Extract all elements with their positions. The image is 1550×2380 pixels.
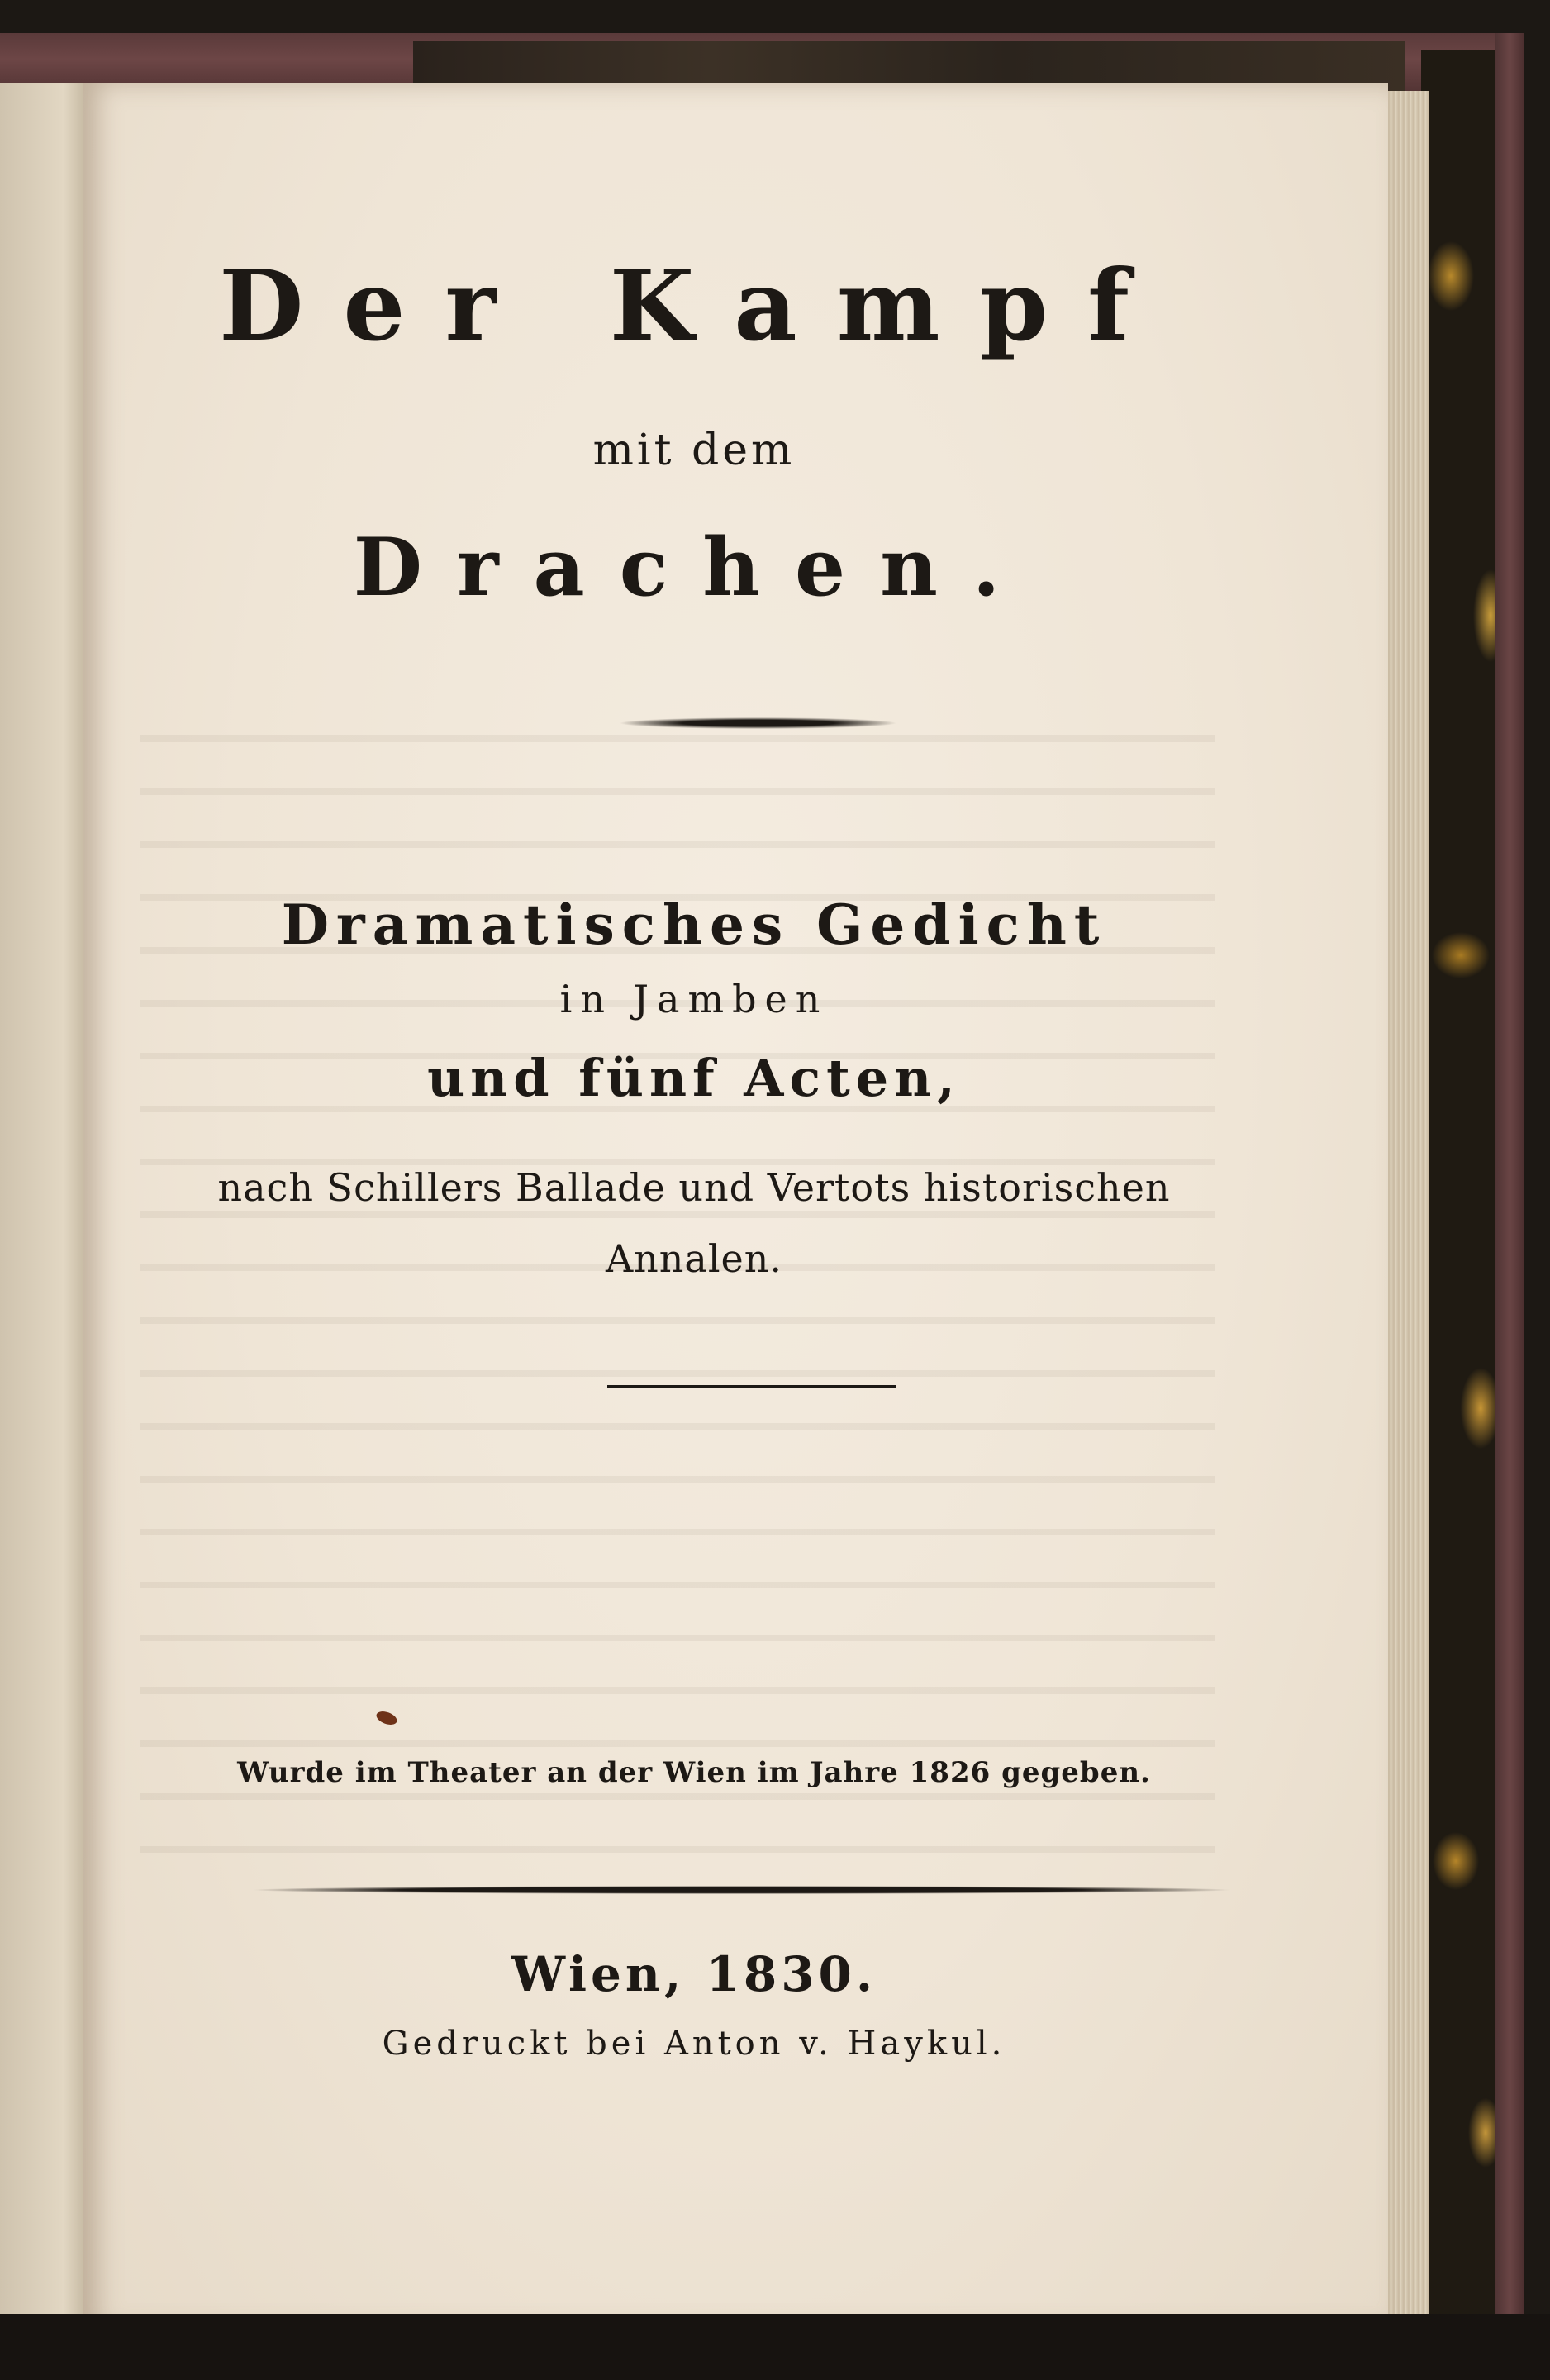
divider-rule: [607, 1385, 896, 1388]
performance-note: Wurde im Theater an der Wien im Jahre 1826 gegeben.: [237, 1756, 1151, 1789]
previous-page-edge: [0, 83, 91, 2314]
genre-line: Dramatisches Gedicht: [281, 892, 1107, 957]
title-second: Drachen.: [353, 521, 1035, 614]
background-shadow: [0, 2314, 1550, 2380]
imprint-rule: [252, 1886, 1231, 1894]
imprint-place-year: Wien, 1830.: [511, 1946, 877, 2002]
cover-edge: [1495, 33, 1524, 2330]
ornamental-rule: [620, 717, 896, 729]
source-line-end: Annalen.: [605, 1236, 783, 1281]
meter-line: in Jamben: [559, 977, 829, 1021]
show-through-text: [140, 702, 1215, 1859]
acts-line: und fünf Acten,: [427, 1048, 961, 1108]
title-connector: mit dem: [592, 426, 796, 475]
source-line: nach Schillers Ballade und Vertots historischen: [217, 1165, 1171, 1210]
imprint-printer: Gedruckt bei Anton v. Haykul.: [382, 2025, 1006, 2063]
title-main: Der Kampf: [219, 248, 1169, 363]
